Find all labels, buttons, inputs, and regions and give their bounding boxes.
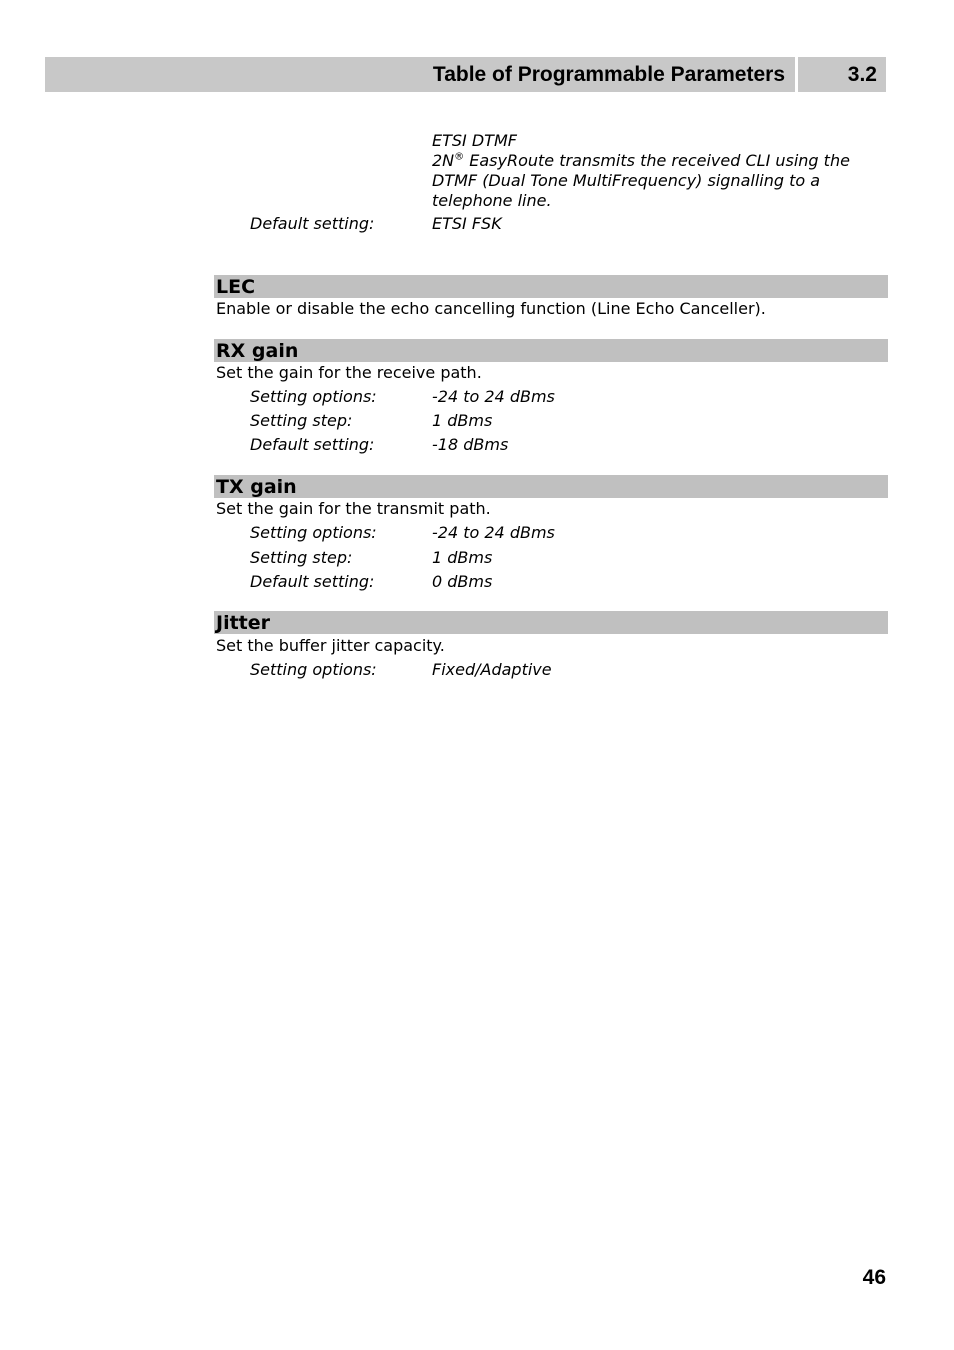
section-title: LEC [216,276,256,298]
section-description: Set the gain for the transmit path. [216,499,491,518]
description-text: EasyRoute transmits the received CLI using the [464,151,850,170]
cli-option-description [432,131,872,211]
header-section-box [798,57,886,92]
section-description: Enable or disable the echo cancelling function (Line Echo Canceller). [216,299,766,318]
setting-label: Setting options: [250,387,377,406]
setting-label: Setting step: [250,548,353,567]
section-title: Jitter [216,612,271,634]
section-description: Set the gain for the receive path. [216,363,482,382]
setting-value: 1 dBms [432,548,493,567]
section-title: RX gain [216,340,299,362]
setting-label: Setting options: [250,523,377,542]
section-heading-jitter [214,611,888,634]
section-heading-tx-gain [214,475,888,498]
setting-value: Fixed/Adaptive [432,660,552,679]
section-heading-rx-gain [214,339,888,362]
page-title: Table of Programmable Parameters [432,63,785,86]
section-description: Set the buffer jitter capacity. [216,636,445,655]
setting-label: Setting step: [250,411,353,430]
option-name: ETSI DTMF [432,131,517,150]
header-title-box [45,57,795,92]
option-description-line1 [432,151,872,171]
section-number: 3.2 [847,63,877,86]
setting-value: 0 dBms [432,572,493,591]
brand-name: 2N [432,151,455,170]
option-description-line2: DTMF (Dual Tone MultiFrequency) signalling to a [432,171,821,190]
page-number: 46 [862,1266,886,1289]
setting-value: -24 to 24 dBms [432,523,555,542]
section-heading-lec [214,275,888,298]
setting-value: 1 dBms [432,411,493,430]
setting-label: Default setting: [250,435,375,454]
page-header [45,57,886,92]
setting-value: -24 to 24 dBms [432,387,555,406]
registered-mark: ® [454,151,465,163]
setting-label: Default setting: [250,572,375,591]
default-setting-value: ETSI FSK [432,214,502,233]
default-setting-label: Default setting: [250,214,375,233]
setting-value: -18 dBms [432,435,509,454]
option-description-line3: telephone line. [432,191,552,210]
setting-label: Setting options: [250,660,377,679]
section-title: TX gain [216,476,297,498]
